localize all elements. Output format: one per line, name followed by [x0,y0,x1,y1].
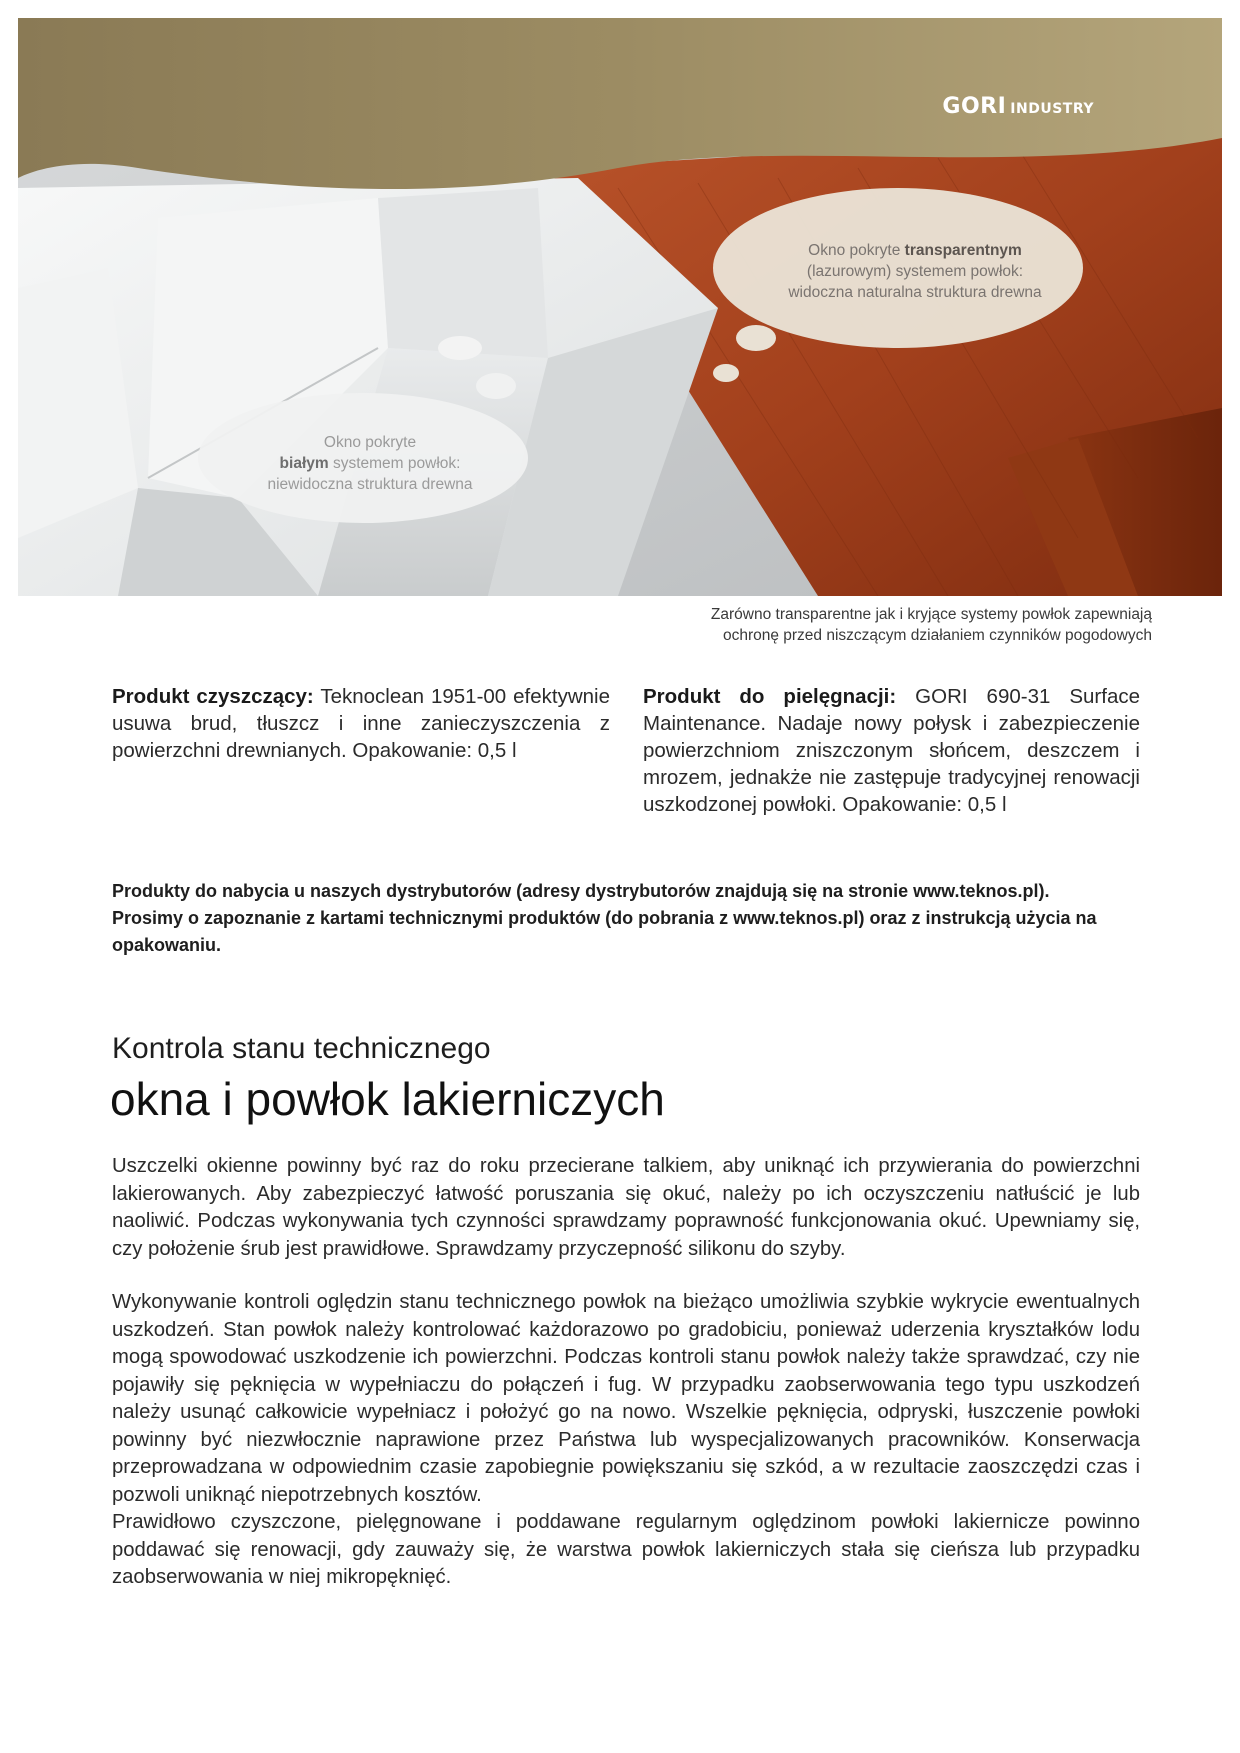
caption-line2: ochronę przed niszczącym działaniem czynników pogodowych [722,627,1152,644]
bubble-right-line3: widoczna naturalna struktura drewna [788,284,1042,301]
bubble-left-line2-bold: białym [279,455,329,472]
cleaning-product-block [112,683,610,764]
bubble-left-line2-rest: systemem powłok: [328,455,461,472]
paragraph-inspection [112,1289,1140,1592]
hero-image [18,18,1222,596]
notice-line1: Produkty do nabycia u naszych dystrybutorów (adresy dystrybutorów znajdują się na stronie www.teknos.pl). [112,881,1050,901]
caption-line1: Zarówno transparentne jak i kryjące systemy powłok zapewniają [710,606,1152,623]
brand-logo [942,94,1094,119]
image-caption [532,604,1152,646]
bubble-right-line1-prefix: Okno pokryte [808,242,905,259]
bubble-right-line2: (lazurowym) systemem powłok: [806,263,1024,280]
notice-line2: Prosimy o zapoznanie z kartami technicznymi produktów (do pobrania z www.teknos.pl) oraz z instrukcją użycia na opakowaniu. [112,908,1097,955]
cleaning-product-text: Teknoclean 1951-00 efektywnie usuwa brud, tłuszcz i inne zanieczyszczenia z powierzchni drewnianych. Opakowanie: 0,5 l [112,685,610,762]
brand-name: GORI [942,94,1007,119]
bubble-text-white [210,432,530,495]
care-product-block [643,683,1140,818]
care-product-text: GORI 690-31 Surface Maintenance. Nadaje nowy połysk i zabezpieczenie powierzchniom zniszczonym słońcem, deszczem i mrozem, jednakże nie zastępuje tradycyjnej renowacji uszkodzonej powłoki. Opakowanie: 0,5 l [643,685,1140,816]
paragraph-gaskets: Uszczelki okienne powinny być raz do roku przecierane talkiem, aby uniknąć ich przywierania do powierzchni lakierowanych. Aby zabezpieczyć łatwość poruszania się okuć, należy po ich oczyszczeniu natłuścić je lub naoliwić. Podczas wykonywania tych czynności sprawdzamy poprawność funkcjonowania okuć. Upewniamy się, czy położenie śrub jest prawidłowe. Sprawdzamy przyczepność silikonu do szyby. [112,1155,1140,1260]
cleaning-product-label: Produkt czyszczący: [112,685,314,708]
section-title: okna i powłok lakierniczych [110,1073,665,1125]
care-product-label: Produkt do pielęgnacji: [643,685,897,708]
section-subtitle: Kontrola stanu technicznego [112,1032,491,1065]
brand-suffix: INDUSTRY [1010,101,1094,117]
bubble-right-line1-bold: transparentnym [904,242,1022,259]
bubble-left-line1: Okno pokryte [323,434,417,451]
bubble-text-transparent [745,240,1085,303]
distributors-notice [112,878,1152,959]
paragraph-renovation: Prawidłowo czyszczone, pielęgnowane i poddawane regularnym oględzinom powłoki lakiernicze powinno poddawać się renowacji, gdy zauważy się, że warstwa powłok lakierniczych stała się cieńsza lub przypadku zaobserwowania w niej mikropęknięć. [112,1511,1140,1588]
paragraph-inspection-main: Wykonywanie kontroli oględzin stanu technicznego powłok na bieżąco umożliwia szybkie wykrycie ewentualnych uszkodzeń. Stan powłok należy kontrolować każdorazowo po gradobiciu, ponieważ uderzenia kryształków lodu mogą spowodować uszkodzenie ich powierzchni. Podczas kontroli stanu powłok należy także sprawdzać, czy nie pojawiły się pęknięcia w wypełniaczu do połączeń i fug. W przypadku zaobserwowania tego typu uszkodzeń należy usunąć całkowicie wypełniacz i położyć go na nowo. Wszelkie pęknięcia, odpryski, łuszczenie powłoki powinny być niezwłocznie naprawione przez Państwa lub wyspecjalizowanych pracowników. Konserwacja przeprowadzana w odpowiednim czasie zapobiegnie powiększaniu się szkód, a w rezultacie zaoszczędzi czas i pozwoli uniknąć niepotrzebnych kosztów. [112,1291,1140,1506]
bubble-left-line3: niewidoczna struktura drewna [267,476,473,493]
